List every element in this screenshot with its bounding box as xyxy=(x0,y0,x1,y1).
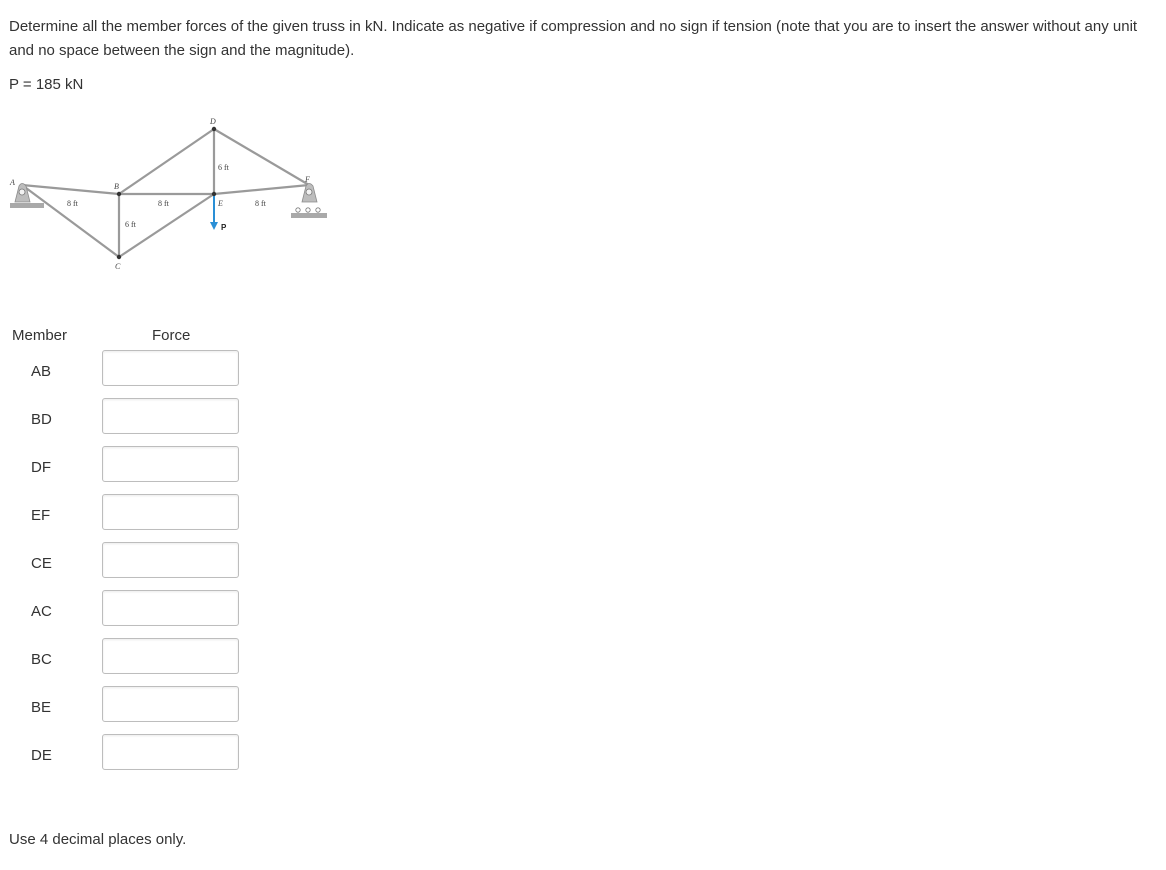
node-label-e: E xyxy=(218,199,223,208)
decimal-instruction: Use 4 decimal places only. xyxy=(9,831,187,848)
question-text: Determine all the member forces of the given truss in kN. Indicate as negative if compression and no sign if tension (note that you are to insert the answer without any unit and no space between the sign and the magnitude). xyxy=(9,18,1138,59)
member-label-be: BE xyxy=(31,699,52,716)
load-arrow xyxy=(210,196,218,230)
force-input-bd[interactable] xyxy=(102,398,239,434)
roller-support-f xyxy=(291,184,327,219)
member-ac xyxy=(22,185,119,257)
member-column-header: Member xyxy=(12,327,68,344)
member-label-ce: CE xyxy=(31,555,52,572)
joint-b xyxy=(117,192,121,196)
force-input-ef[interactable] xyxy=(102,494,239,530)
truss-members xyxy=(22,129,309,257)
joint-e xyxy=(212,192,216,196)
force-input-ac[interactable] xyxy=(102,590,239,626)
force-input-be[interactable] xyxy=(102,686,239,722)
member-df xyxy=(214,129,309,185)
node-label-c: C xyxy=(115,262,121,271)
dim-label-de: 6 ft xyxy=(218,163,229,172)
member-ab xyxy=(22,185,119,194)
member-label-ef: EF xyxy=(31,507,51,524)
node-label-a: A xyxy=(10,178,15,187)
joint-c xyxy=(117,255,121,259)
member-label-bc: BC xyxy=(31,651,52,668)
member-label-de: DE xyxy=(31,747,52,764)
dim-label-ab: 8 ft xyxy=(67,199,78,208)
load-label: P xyxy=(221,223,227,232)
member-label-df: DF xyxy=(31,459,51,476)
load-value: P = 185 kN xyxy=(9,76,84,93)
force-input-bc[interactable] xyxy=(102,638,239,674)
member-ef xyxy=(214,185,309,194)
dim-label-be: 8 ft xyxy=(158,199,169,208)
node-label-f: F xyxy=(305,175,310,184)
truss-diagram xyxy=(8,110,338,280)
member-label-ab: AB xyxy=(31,363,52,380)
force-input-ce[interactable] xyxy=(102,542,239,578)
dim-label-bc: 6 ft xyxy=(125,220,136,229)
node-label-d: D xyxy=(210,117,216,126)
dim-label-ef: 8 ft xyxy=(255,199,266,208)
node-label-b: B xyxy=(114,182,119,191)
member-label-bd: BD xyxy=(31,411,52,428)
member-label-ac: AC xyxy=(31,603,52,620)
member-bd xyxy=(119,129,214,194)
force-input-df[interactable] xyxy=(102,446,239,482)
force-input-de[interactable] xyxy=(102,734,239,770)
force-column-header: Force xyxy=(152,327,191,344)
joint-d xyxy=(212,127,216,131)
force-input-ab[interactable] xyxy=(102,350,239,386)
